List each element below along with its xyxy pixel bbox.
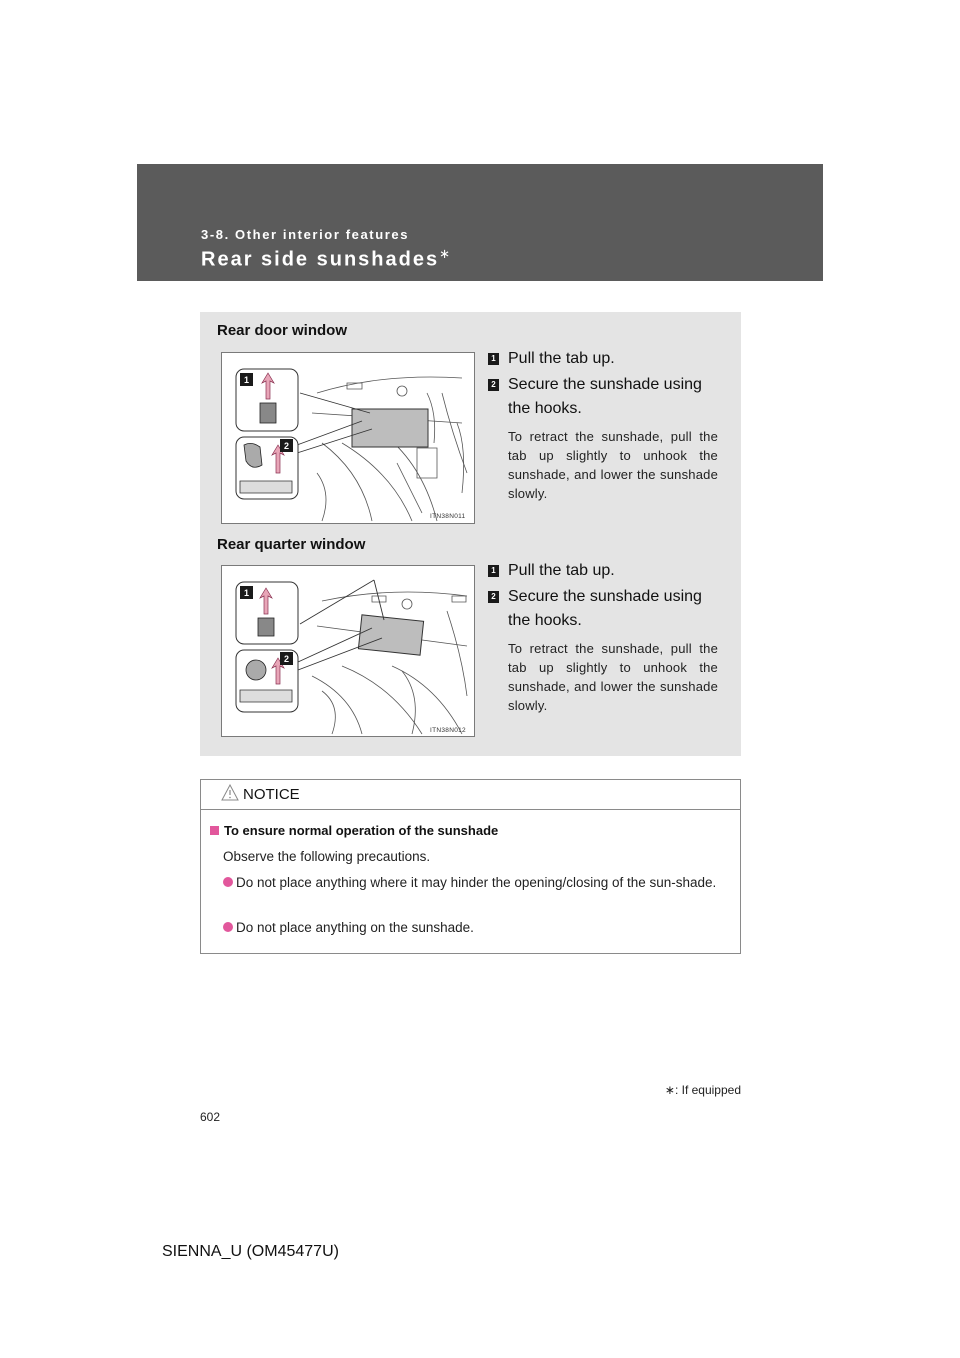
notice-intro: Observe the following precautions. [223,849,431,864]
step-text: Secure the sunshade using the hooks. [508,588,702,629]
retract-note: To retract the sunshade, pull the tab up slightly to unhook the sunshade, and lower the sunshade slowly. [508,429,718,501]
title-mark: ∗ [439,246,450,261]
step-text: Pull the tab up. [508,350,615,367]
footnote-mark: ∗ [664,1083,675,1097]
document-code: SIENNA_U (OM45477U) [162,1243,339,1260]
notice-box [200,779,741,954]
footnote-text: : If equipped [674,1083,741,1097]
svg-text:2: 2 [283,654,290,664]
step-number-icon: 1 [488,565,499,577]
dot-bullet-icon [223,922,233,932]
svg-text:1: 1 [243,375,250,385]
step-2 [488,585,724,635]
notice-bullet [223,917,733,938]
retract-note: To retract the sunshade, pull the tab up slightly to unhook the sunshade, and lower the sunshade slowly. [508,641,718,713]
dot-bullet-icon [223,877,233,887]
notice-label: NOTICE [243,786,300,803]
svg-text:1: 1 [243,588,250,598]
rear-quarter-window-figure [221,565,475,737]
square-bullet-icon [210,826,219,835]
step-number-icon: 1 [488,353,499,365]
notice-bullet [223,872,733,914]
step-number-icon: 2 [488,379,499,391]
notice-title-text: To ensure normal operation of the sunshade [224,823,499,838]
figure-code: ITN38N012 [430,727,466,734]
figure-code: ITN38N011 [430,513,466,520]
rear-door-window-heading: Rear door window [217,322,348,339]
step-number-icon: 2 [488,591,499,603]
page-title [201,246,450,272]
footnote [600,1083,741,1097]
notice-header [201,780,740,810]
notice-bullet-text: Do not place anything where it may hinder the opening/closing of the sun-shade. [236,875,717,890]
rear-door-illustration [222,353,474,523]
rear-door-window-figure [221,352,475,524]
step-text: Secure the sunshade using the hooks. [508,376,702,417]
page-number: 602 [200,1110,221,1124]
warning-triangle-icon [221,784,239,802]
rear-quarter-illustration [222,566,474,736]
notice-bullet-text: Do not place anything on the sunshade. [236,920,474,935]
step-text: Pull the tab up. [508,562,615,579]
page-title-text: Rear side sunshades [201,248,440,271]
step-2 [488,373,724,423]
notice-title [210,823,498,838]
section-header [137,164,823,281]
section-label: 3-8. Other interior features [201,227,410,242]
rear-quarter-window-heading: Rear quarter window [217,536,366,553]
svg-text:2: 2 [283,441,290,451]
